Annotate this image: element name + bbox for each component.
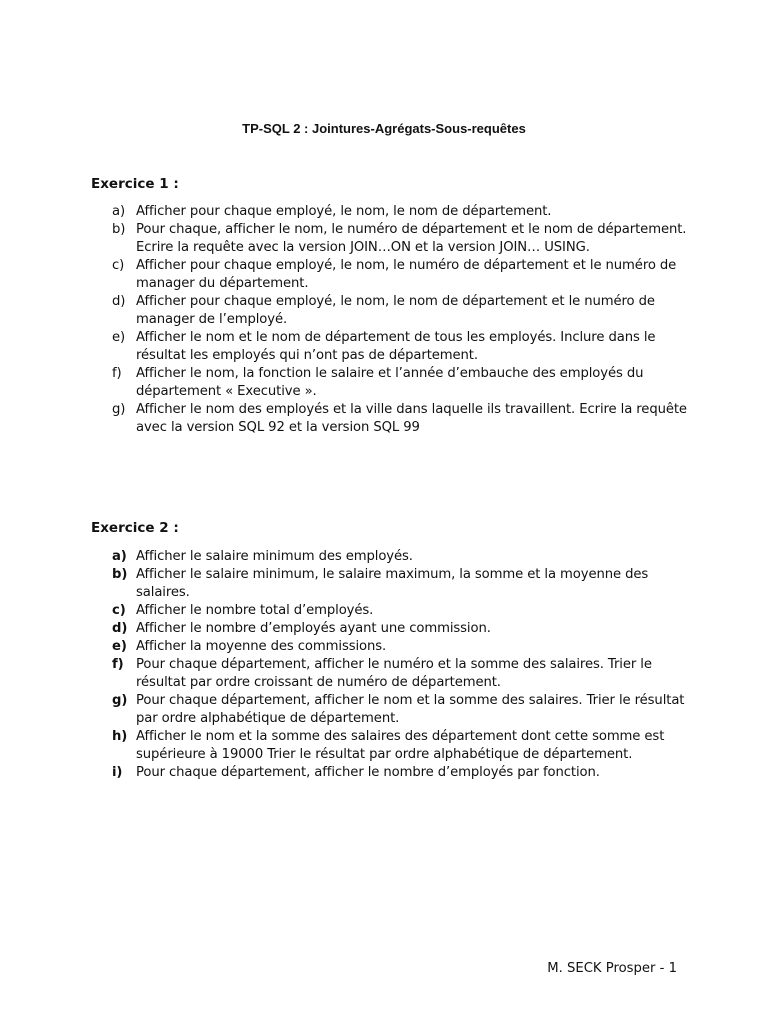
item-marker: b)	[112, 222, 126, 237]
exercise-2-list	[112, 548, 692, 782]
item-text: Afficher pour chaque employé, le nom, le nom de département.	[136, 204, 552, 219]
item-marker: d)	[112, 621, 128, 636]
item-text: Afficher le nom des employés et la ville dans laquelle ils travaillent. Ecrire la requête avec la version SQL 92 et la version SQL 99	[136, 402, 687, 435]
exercise-2-heading: Exercice 2 :	[91, 520, 179, 536]
item-marker: b)	[112, 567, 128, 582]
item-text: Afficher pour chaque employé, le nom, le numéro de département et le numéro de manager du département.	[136, 258, 677, 291]
item-marker: c)	[112, 258, 125, 273]
item-marker: c)	[112, 603, 126, 618]
item-marker: a)	[112, 204, 126, 219]
list-item	[112, 638, 692, 656]
list-item	[112, 620, 692, 638]
list-item	[112, 548, 692, 566]
item-marker: i)	[112, 765, 123, 780]
list-item	[112, 293, 692, 329]
list-item	[112, 656, 692, 692]
item-marker: a)	[112, 549, 127, 564]
item-marker: e)	[112, 639, 127, 654]
item-text: Afficher la moyenne des commissions.	[136, 639, 387, 654]
list-item	[112, 401, 692, 437]
list-item	[112, 257, 692, 293]
item-text: Afficher le nom, la fonction le salaire et l’année d’embauche des employés du département « Executive ».	[136, 366, 644, 399]
item-text: Afficher le salaire minimum des employés.	[136, 549, 413, 564]
exercise-1-heading: Exercice 1 :	[91, 176, 179, 192]
list-item	[112, 566, 692, 602]
exercise-1-list	[112, 203, 692, 437]
list-item	[112, 365, 692, 401]
item-text: Pour chaque département, afficher le numéro et la somme des salaires. Trier le résultat par ordre croissant de numéro de département.	[136, 657, 652, 690]
item-text: Afficher pour chaque employé, le nom, le nom de département et le numéro de manager de l’employé.	[136, 294, 655, 327]
item-text: Pour chaque, afficher le nom, le numéro de département et le nom de département. Ecrire la requête avec la version JOIN…ON et la version JOIN… USING.	[136, 222, 687, 255]
item-marker: g)	[112, 693, 128, 708]
list-item	[112, 692, 692, 728]
list-item	[112, 728, 692, 764]
item-text: Afficher le nombre total d’employés.	[136, 603, 374, 618]
item-marker: d)	[112, 294, 126, 309]
item-text: Pour chaque département, afficher le nom et la somme des salaires. Trier le résultat par ordre alphabétique de département.	[136, 693, 685, 726]
item-marker: e)	[112, 330, 126, 345]
list-item	[112, 602, 692, 620]
item-marker: f)	[112, 366, 122, 381]
list-item	[112, 203, 692, 221]
page-footer: M. SECK Prosper - 1	[547, 961, 677, 976]
item-text: Pour chaque département, afficher le nombre d’employés par fonction.	[136, 765, 600, 780]
item-text: Afficher le nom et le nom de département de tous les employés. Inclure dans le résultat les employés qui n’ont pas de département.	[136, 330, 656, 363]
item-text: Afficher le nom et la somme des salaires des département dont cette somme est supérieure à 19000 Trier le résultat par ordre alphabétique de département.	[136, 729, 665, 762]
item-marker: g)	[112, 402, 126, 417]
list-item	[112, 221, 692, 257]
list-item	[112, 329, 692, 365]
item-marker: h)	[112, 729, 128, 744]
item-text: Afficher le salaire minimum, le salaire maximum, la somme et la moyenne des salaires.	[136, 567, 649, 600]
item-text: Afficher le nombre d’employés ayant une commission.	[136, 621, 491, 636]
item-marker: f)	[112, 657, 124, 672]
list-item	[112, 764, 692, 782]
document-title: TP-SQL 2 : Jointures-Agrégats-Sous-requêtes	[242, 121, 526, 136]
